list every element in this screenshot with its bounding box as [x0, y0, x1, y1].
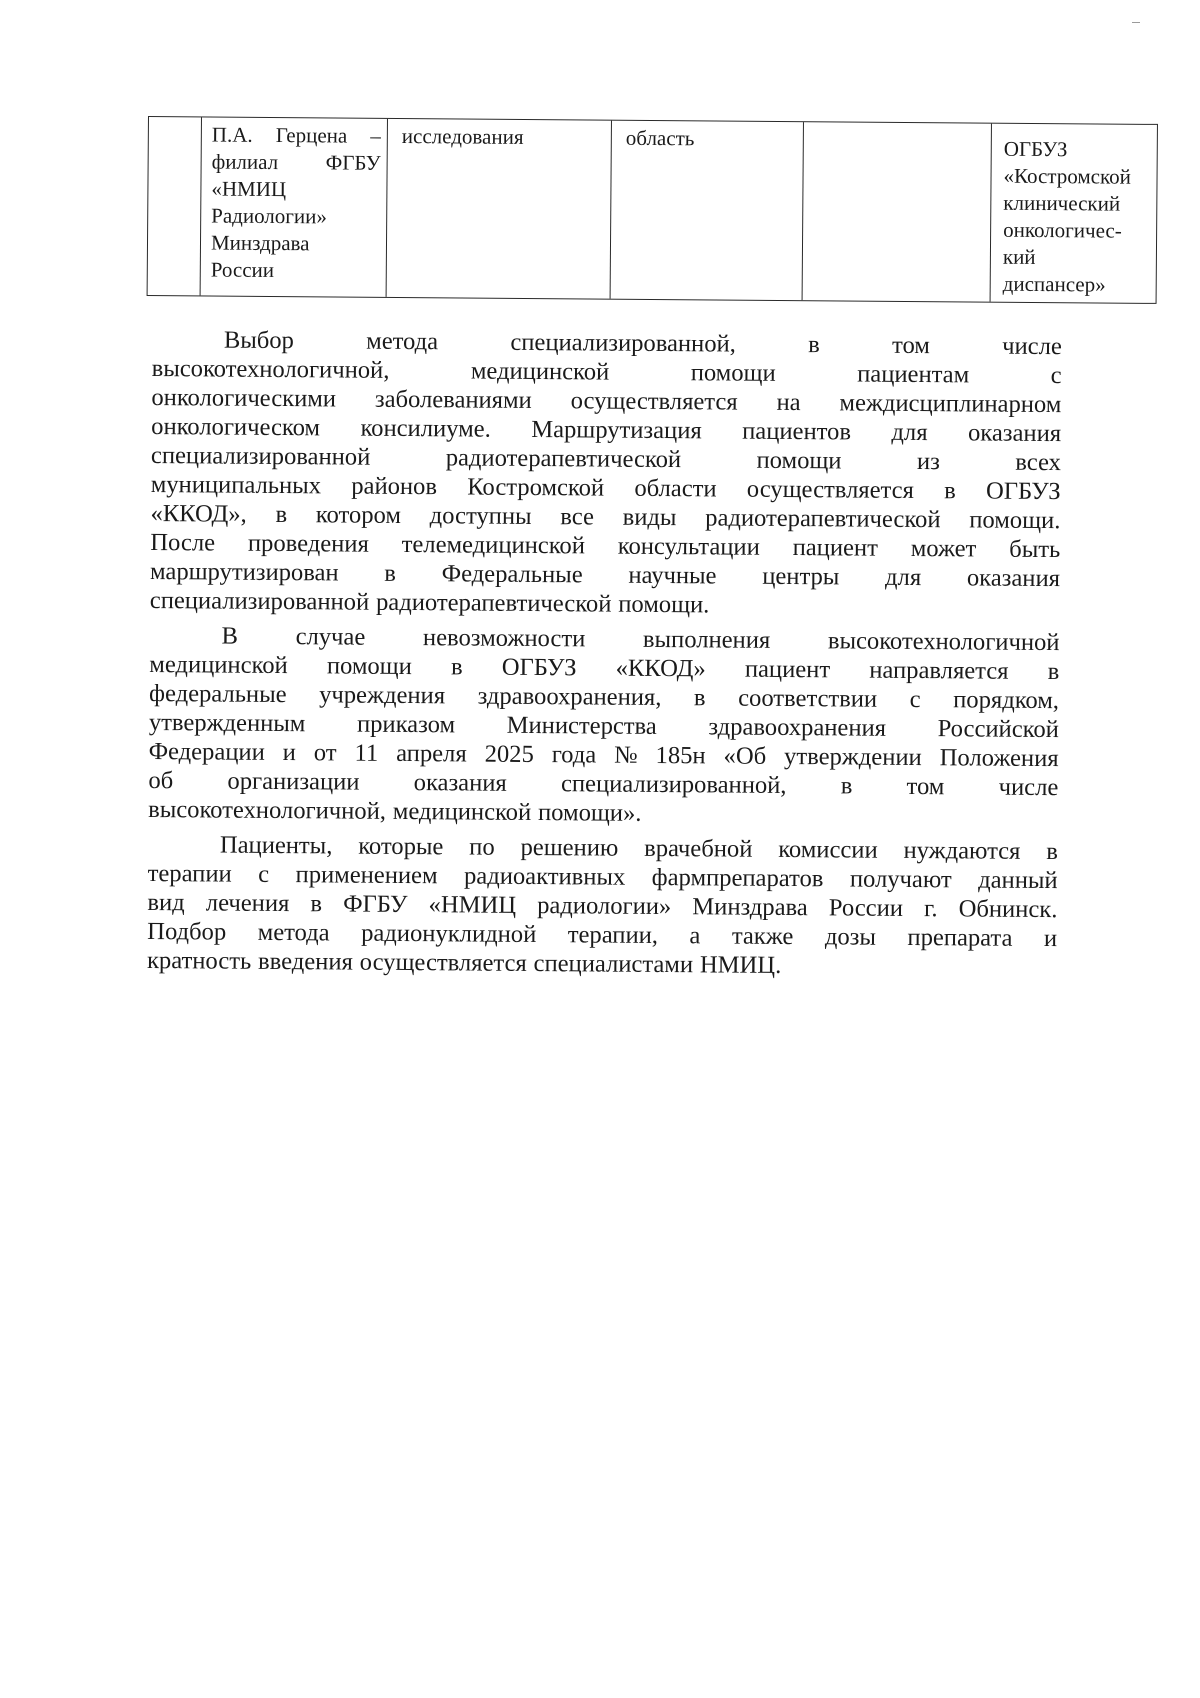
table-cell-word: Герцена [275, 123, 348, 148]
word: высокотехнологичной [827, 627, 1060, 657]
word: осуществляется [570, 387, 738, 416]
word: лечения [205, 889, 290, 918]
word: и [282, 739, 297, 767]
word: оказания [413, 769, 507, 797]
table-cell-line: кий [1002, 244, 1036, 269]
table-cell-line: клинический [1003, 190, 1121, 216]
word: пациент [792, 534, 879, 562]
table-cell-word: Радиологии» [211, 203, 328, 229]
table-cell-line [212, 122, 381, 150]
word: числе [998, 773, 1059, 802]
word: нуждаются [903, 836, 1021, 865]
word: радиоактивных [463, 862, 626, 891]
word: пациент [744, 655, 831, 684]
word: Российской [937, 715, 1059, 744]
word: помощи. [969, 506, 1061, 535]
word: муниципальных [150, 470, 322, 500]
word: № [614, 741, 638, 769]
word: препарата [907, 923, 1013, 952]
word: здравоохранения, [477, 682, 662, 712]
word: пациентов [742, 417, 852, 446]
word: фармпрепаратов [651, 863, 824, 893]
word: «Об [723, 742, 767, 770]
word: получают [849, 865, 952, 894]
word: в [840, 772, 853, 800]
table-cell-line [211, 229, 380, 257]
table-cell-word: «НМИЦ [211, 176, 287, 202]
word: в [1047, 658, 1060, 686]
table-cell-word: ФГБУ [325, 150, 381, 175]
word: междисциплинарном [839, 389, 1062, 419]
word: «ККОД», [150, 499, 247, 528]
word: «ККОД» [615, 654, 706, 683]
word: центры [762, 562, 840, 591]
table-cell-line: онкологичес- [1003, 217, 1122, 243]
word: помощи. [618, 590, 710, 619]
word: ОГБУЗ [985, 477, 1061, 506]
word: года [551, 741, 597, 769]
word: с [909, 685, 921, 714]
word: решению [520, 833, 619, 862]
word: Положения [939, 744, 1059, 773]
word: быть [1009, 535, 1061, 564]
word: порядком, [953, 686, 1060, 715]
word: высокотехнологичной, [148, 795, 387, 825]
word: комиссии [778, 835, 878, 864]
word: в [808, 331, 820, 359]
word: научные [628, 561, 717, 590]
body-text [147, 325, 1062, 982]
table-cell-number [148, 117, 201, 295]
word: проведения [247, 529, 369, 558]
word: в [275, 500, 288, 529]
word: Костромской [467, 473, 605, 502]
word: доступны [429, 502, 532, 530]
word: Федеральные [441, 560, 583, 589]
word: консультации [617, 532, 760, 561]
word: в [944, 477, 956, 505]
word: направляется [869, 656, 1009, 685]
word: онкологическом [151, 412, 321, 442]
word: специализированной, [510, 328, 737, 358]
word: Министерства [506, 711, 657, 740]
word: России [828, 894, 904, 922]
word: области [634, 474, 717, 503]
word: утверждении [784, 742, 922, 772]
word: заболеваниями [374, 385, 532, 414]
word: в [310, 890, 323, 918]
word: невозможности [422, 624, 586, 653]
word: 2025 [484, 740, 534, 769]
word: Маршрутизация [531, 415, 702, 445]
word: медицинской [392, 797, 532, 826]
word: введения [258, 947, 353, 976]
table-cell-procedure [386, 119, 611, 299]
word: НМИЦ. [699, 951, 782, 979]
word: и [1043, 925, 1058, 953]
word: организации [227, 767, 360, 796]
word: том [906, 772, 945, 801]
word: осуществляется [746, 475, 914, 504]
word: федеральные [148, 679, 287, 709]
word: Обнинск. [958, 895, 1058, 924]
table-cell-dispensary [990, 124, 1159, 303]
word: соответствии [738, 684, 878, 713]
word: учреждения [319, 681, 446, 710]
word: на [776, 388, 801, 417]
word: радиотерапевтической [375, 588, 612, 618]
word: которые [358, 832, 444, 861]
word: помощи [756, 446, 842, 475]
table-cell-line: диспансер» [1002, 271, 1106, 297]
scan-mark [1132, 22, 1140, 23]
table-fragment [147, 116, 1158, 304]
word: онкологическими [151, 383, 337, 413]
word: районов [351, 472, 438, 501]
word: 11 [354, 739, 379, 767]
table-cell-line [211, 203, 380, 231]
table-cell-word: России [210, 257, 275, 282]
word: апреля [396, 739, 467, 768]
table-cell-text: область [625, 125, 695, 151]
word: всех [1015, 448, 1062, 477]
word: в [1046, 838, 1058, 866]
word: с [1050, 362, 1062, 390]
word: помощи». [537, 799, 642, 827]
word: радиотерапевтической [445, 444, 682, 474]
word: может [910, 534, 977, 563]
word: также [731, 922, 794, 951]
word: медицинской [470, 357, 610, 386]
table-cell-empty [802, 122, 991, 301]
word: в [693, 684, 706, 712]
word: специалистами [533, 950, 694, 979]
paragraph [147, 830, 1058, 982]
word: специализированной [150, 441, 371, 471]
word: применением [295, 861, 438, 890]
word: радиологии» [537, 892, 672, 921]
word: После [150, 528, 216, 557]
word: метода [366, 327, 439, 356]
word: оказания [966, 564, 1061, 593]
word: пациентам [857, 360, 970, 389]
word: выполнения [642, 625, 771, 654]
word: терапии, [567, 921, 659, 949]
word: данный [978, 866, 1058, 895]
word: «НМИЦ [428, 891, 517, 919]
table-cell-line [211, 256, 380, 284]
word: специализированной, [560, 770, 787, 799]
word: терапии [147, 859, 232, 888]
word: дозы [824, 923, 877, 951]
paragraph [150, 325, 1062, 622]
table-cell-line [211, 176, 380, 204]
word: телемедицинской [401, 530, 586, 560]
word: по [469, 833, 495, 861]
word: помощи [326, 652, 412, 681]
table-cell-institution [200, 117, 387, 296]
word: из [916, 448, 940, 476]
word: радиотерапевтической [705, 504, 941, 534]
word: об [148, 766, 174, 795]
word: Выбор [223, 326, 295, 355]
word: утвержденным [148, 708, 306, 738]
word: приказом [356, 710, 456, 739]
table-cell-word: Минздрава [210, 230, 310, 256]
word: врачебной [644, 834, 753, 863]
word: В [221, 622, 239, 650]
word: Минздрава [692, 893, 808, 922]
word: вид [147, 888, 185, 917]
word: специализированной [149, 586, 370, 616]
table-cell-line: «Костромской [1003, 163, 1131, 189]
word: помощи [690, 359, 776, 387]
word: оказания [967, 419, 1062, 448]
word: медицинской [149, 650, 288, 680]
table-cell-line [212, 149, 381, 177]
word: Федерации [148, 737, 265, 766]
word: а [689, 922, 701, 950]
word: метода [257, 918, 330, 947]
word: осуществляется [359, 948, 527, 977]
word: все [560, 503, 595, 531]
word: г. [923, 895, 938, 923]
word: высокотехнологичной, [151, 354, 390, 384]
table-cell-word: – [370, 123, 381, 148]
word: в [384, 559, 397, 587]
word: виды [622, 503, 677, 532]
table-cell-word: филиал [211, 149, 279, 175]
word: для [884, 563, 922, 592]
word: от [313, 739, 337, 767]
word: ОГБУЗ [501, 653, 577, 682]
word: радионуклидной [361, 919, 537, 949]
word: котором [315, 501, 402, 529]
word: числе [1002, 332, 1062, 361]
word: 185н [655, 741, 706, 770]
word: в [450, 653, 463, 681]
word: Подбор [147, 917, 227, 946]
table-cell-region [610, 121, 803, 301]
word: консилиуме. [360, 414, 491, 443]
word: здравоохранения [708, 713, 887, 742]
word: том [891, 331, 931, 360]
word: с [258, 860, 270, 888]
word: кратность [146, 946, 252, 975]
word: для [891, 418, 928, 447]
word: случае [295, 623, 366, 651]
table-cell-line: ОГБУЗ [1003, 136, 1068, 162]
word: ФГБУ [343, 890, 408, 919]
word: маршрутизирован [149, 557, 339, 587]
table-cell-text: исследования [401, 123, 524, 149]
word: Пациенты, [219, 831, 333, 860]
paragraph [148, 621, 1060, 831]
table-cell-word: П.А. [211, 122, 253, 147]
